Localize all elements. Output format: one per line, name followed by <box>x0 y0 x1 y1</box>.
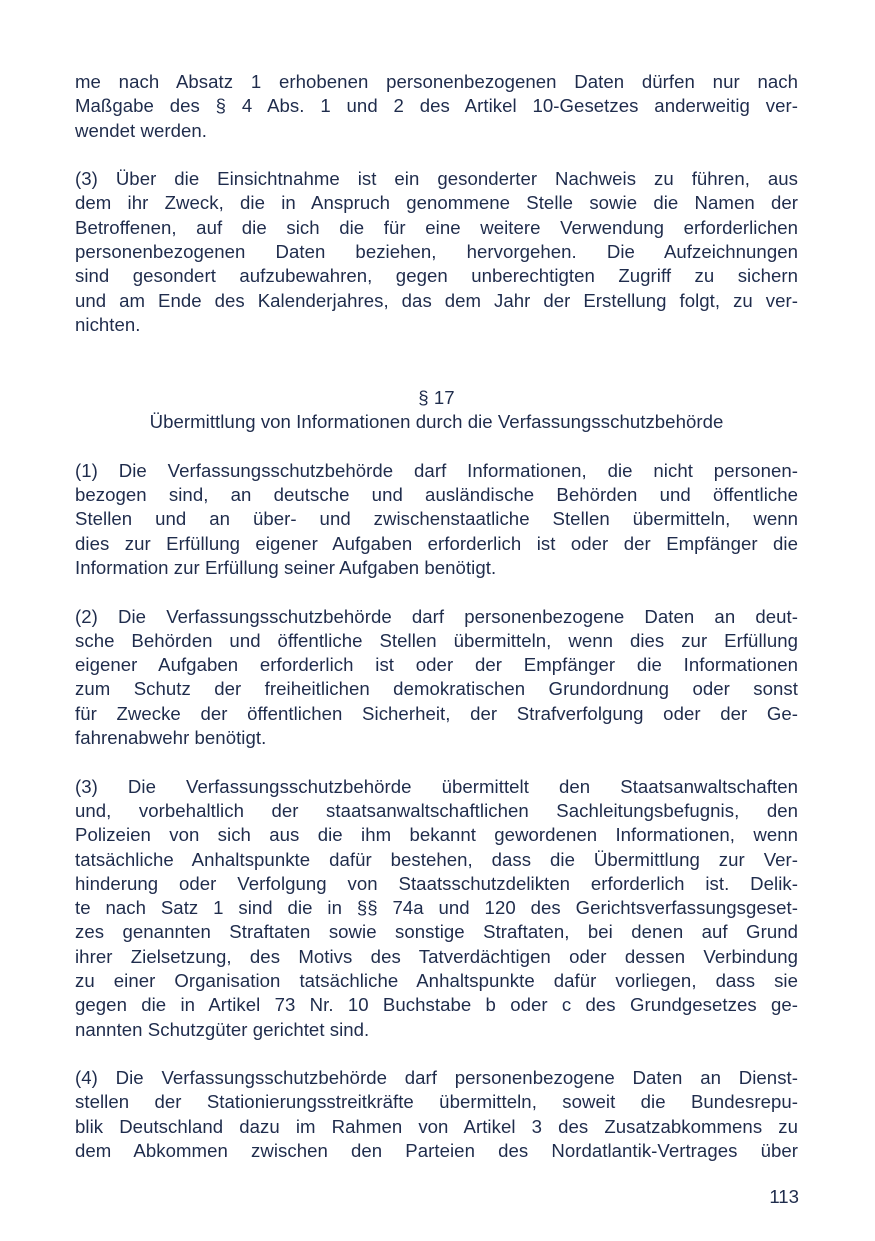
paragraph-spacer <box>75 337 798 361</box>
section-title: Übermittlung von Informationen durch die Verfassungsschutzbehörde <box>149 411 724 433</box>
text-line: (3) Die Verfassungsschutzbehörde übermittelt den Staatsanwaltschaften <box>75 775 798 797</box>
text-line: Information zur Erfüllung seiner Aufgaben benötigt. <box>75 556 497 578</box>
section-paragraph-3 <box>75 775 798 1042</box>
text-line: dem ihr Zweck, die in Anspruch genommene Stelle sowie die Namen der <box>75 192 798 214</box>
text-line: hinderung oder Verfolgung von Staatsschutzdelikten erforderlich ist. Delik- <box>75 872 798 894</box>
text-line: wendet werden. <box>75 119 207 141</box>
text-line: zum Schutz der freiheitlichen demokratischen Grundordnung oder sonst <box>75 678 798 700</box>
text-line: me nach Absatz 1 erhobenen personenbezogenen Daten dürfen nur nach <box>75 71 798 92</box>
text-line: und am Ende des Kalenderjahres, das dem Jahr der Erstellung folgt, zu ver- <box>75 289 798 311</box>
text-line: dem Abkommen zwischen den Parteien des Nordatlantik-Vertrages über <box>75 1140 798 1162</box>
section-number: § 17 <box>418 386 455 408</box>
text-line: Stellen und an über- und zwischenstaatliche Stellen übermitteln, wenn <box>75 508 798 530</box>
paragraph-spacer <box>75 580 798 604</box>
paragraph-spacer <box>75 750 798 774</box>
text-line: dies zur Erfüllung eigener Aufgaben erforderlich ist oder der Empfänger die <box>75 532 798 554</box>
text-line: (2) Die Verfassungsschutzbehörde darf personenbezogene Daten an deut- <box>75 605 798 627</box>
document-page <box>75 70 798 1163</box>
text-line: nannten Schutzgüter gerichtet sind. <box>75 1018 370 1040</box>
text-line: Betroffenen, auf die sich die für eine weitere Verwendung erforderlichen <box>75 216 798 238</box>
text-line: te nach Satz 1 sind die in §§ 74a und 120 des Gerichtsverfassungsgeset- <box>75 897 798 919</box>
text-line: bezogen sind, an deutsche und ausländische Behörden und öffentliche <box>75 484 798 506</box>
text-line: (3) Über die Einsichtnahme ist ein gesonderter Nachweis zu führen, aus <box>75 168 798 190</box>
text-line: fahrenabwehr benötigt. <box>75 727 267 749</box>
text-line: sche Behörden und öffentliche Stellen übermitteln, wenn dies zur Erfüllung <box>75 629 798 651</box>
text-line: für Zwecke der öffentlichen Sicherheit, der Strafverfolgung oder der Ge- <box>75 702 798 724</box>
text-line: Polizeien von sich aus die ihm bekannt gewordenen Informationen, wenn <box>75 824 798 846</box>
text-line: Maßgabe des § 4 Abs. 1 und 2 des Artikel 10-Gesetzes anderweitig ver- <box>75 95 798 117</box>
text-line: blik Deutschland dazu im Rahmen von Artikel 3 des Zusatzabkommens zu <box>75 1115 798 1137</box>
section-paragraph-4 <box>75 1066 798 1163</box>
paragraph-prev-3 <box>75 167 798 337</box>
text-line: personenbezogenen Daten beziehen, hervorgehen. Die Aufzeichnungen <box>75 241 798 263</box>
continuation-paragraph <box>75 70 798 143</box>
text-line: und, vorbehaltlich der staatsanwaltschaftlichen Sachleitungsbefugnis, den <box>75 799 798 821</box>
text-line: (1) Die Verfassungsschutzbehörde darf Informationen, die nicht personen- <box>75 459 798 481</box>
page-number: 113 <box>769 1186 799 1207</box>
text-line: (4) Die Verfassungsschutzbehörde darf personenbezogene Daten an Dienst- <box>75 1067 798 1089</box>
paragraph-spacer <box>75 362 798 386</box>
text-line: nichten. <box>75 313 141 335</box>
text-line: stellen der Stationierungsstreitkräfte übermitteln, soweit die Bundesrepu- <box>75 1091 798 1113</box>
text-line: zu einer Organisation tatsächliche Anhaltspunkte dafür vorliegen, dass sie <box>75 969 798 991</box>
text-line: tatsächliche Anhaltspunkte dafür bestehen, dass die Übermittlung zur Ver- <box>75 848 798 870</box>
section-paragraph-1 <box>75 459 798 580</box>
section-heading <box>75 386 798 435</box>
text-line: eigener Aufgaben erforderlich ist oder der Empfänger die Informationen <box>75 654 798 676</box>
text-line: zes genannten Straftaten sowie sonstige Straftaten, bei denen auf Grund <box>75 921 798 943</box>
paragraph-spacer <box>75 434 798 458</box>
text-line: sind gesondert aufzubewahren, gegen unberechtigten Zugriff zu sichern <box>75 265 798 287</box>
paragraph-spacer <box>75 143 798 167</box>
text-line: ihrer Zielsetzung, des Motivs des Tatverdächtigen oder dessen Verbindung <box>75 945 798 967</box>
text-line: gegen die in Artikel 73 Nr. 10 Buchstabe b oder c des Grundgesetzes ge- <box>75 994 798 1016</box>
paragraph-spacer <box>75 1042 798 1066</box>
section-paragraph-2 <box>75 605 798 751</box>
